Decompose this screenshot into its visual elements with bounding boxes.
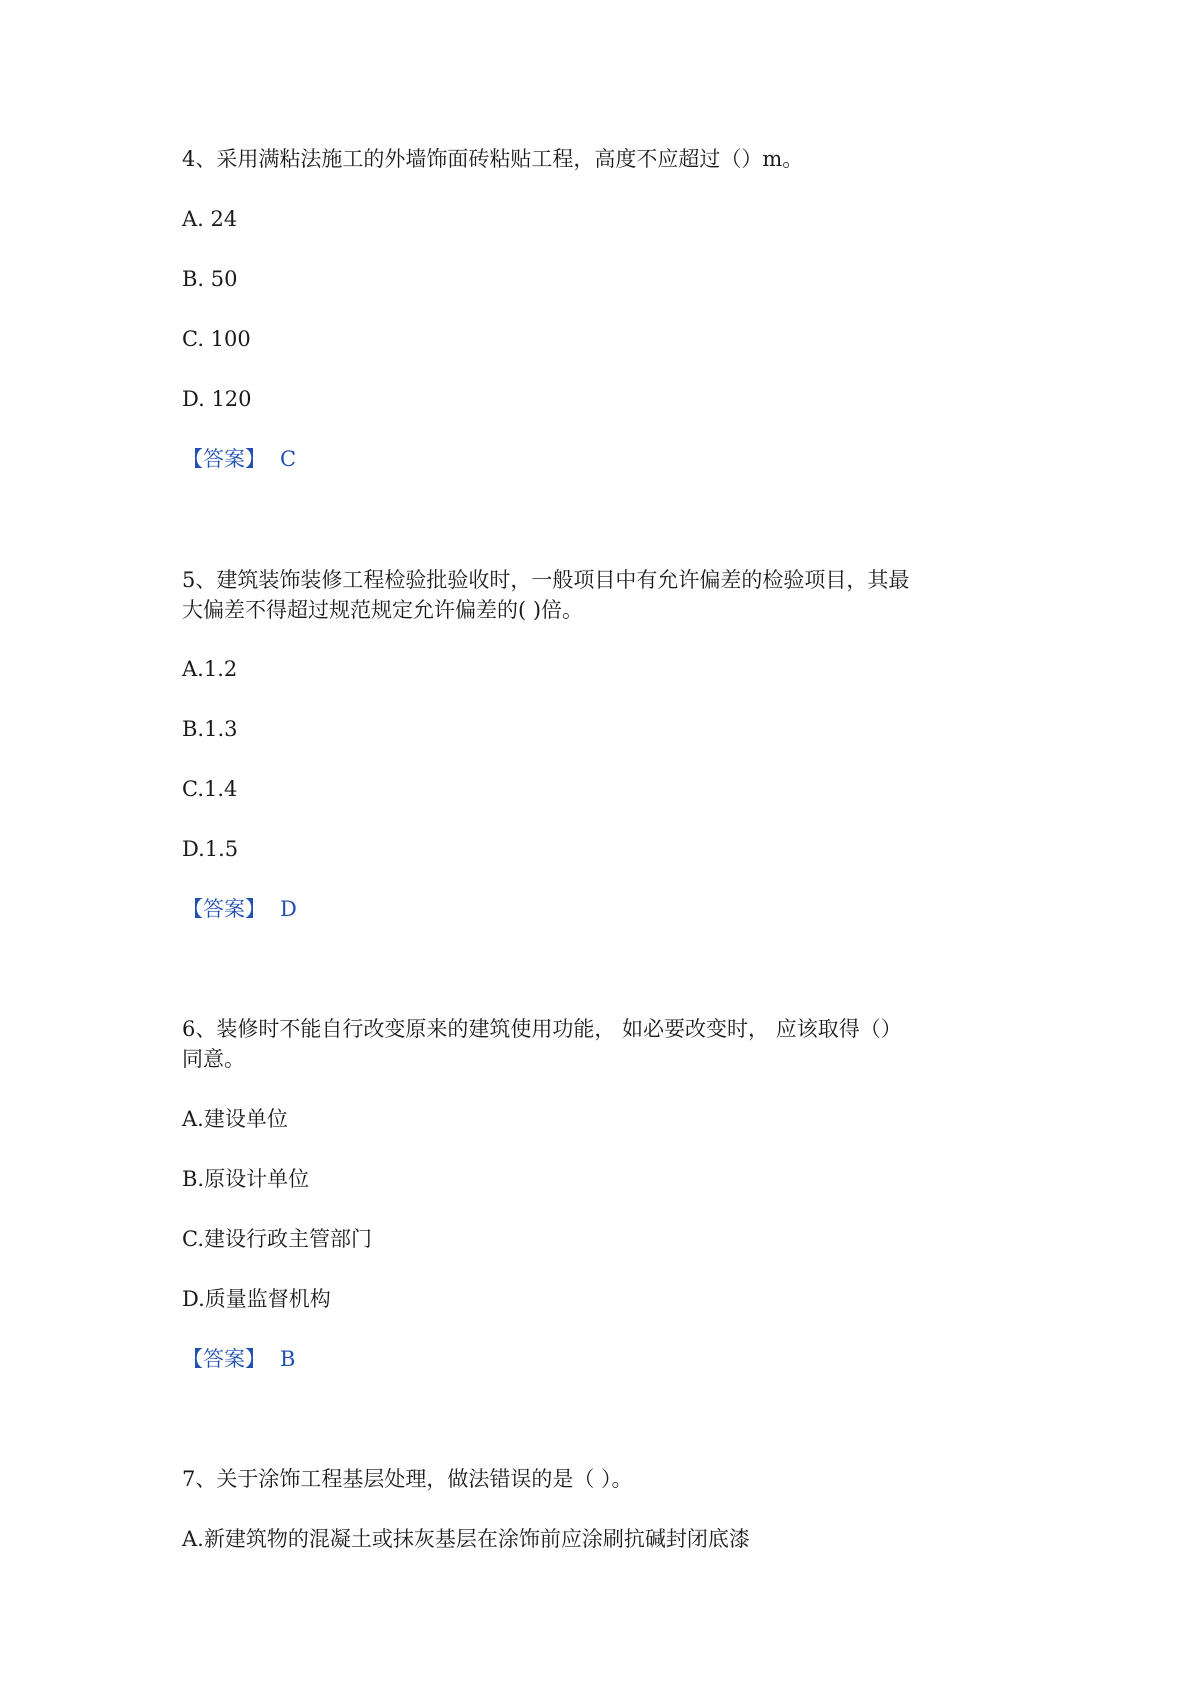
question-5-stem-line-1: 5、建筑装饰装修工程检验批验收时，一般项目中有允许偏差的检验项目，其最 — [182, 568, 910, 592]
question-6-answer — [182, 1344, 295, 1374]
question-6-option-a: A.建设单位 — [182, 1107, 288, 1131]
question-5-answer — [182, 894, 297, 924]
question-6-stem-line-2: 同意。 — [182, 1047, 245, 1071]
question-5-option-b: B.1.3 — [182, 717, 238, 741]
question-4-option-d: D. 120 — [182, 387, 252, 411]
question-6-option-d: D.质量监督机构 — [182, 1287, 331, 1311]
question-4-option-b: B. 50 — [182, 267, 238, 291]
question-5-option-c: C.1.4 — [182, 777, 238, 801]
question-4-answer — [182, 444, 296, 474]
answer-value: D — [280, 897, 297, 921]
question-6-option-c: C.建设行政主管部门 — [182, 1227, 372, 1251]
question-4-option-c: C. 100 — [182, 327, 251, 351]
answer-label: 【答案】 — [182, 1347, 266, 1371]
answer-value: B — [280, 1347, 296, 1371]
question-7-option-a: A.新建筑物的混凝土或抹灰基层在涂饰前应涂刷抗碱封闭底漆 — [182, 1527, 750, 1551]
answer-label: 【答案】 — [182, 897, 266, 921]
question-6-option-b: B.原设计单位 — [182, 1167, 310, 1191]
question-5-option-d: D.1.5 — [182, 837, 239, 861]
question-5-option-a: A.1.2 — [182, 657, 238, 681]
answer-value: C — [280, 447, 297, 471]
question-7-stem: 7、关于涂饰工程基层处理，做法错误的是（ ）。 — [182, 1467, 633, 1491]
question-6-stem-line-1: 6、装修时不能自行改变原来的建筑使用功能， 如必要改变时， 应该取得（） — [182, 1017, 902, 1041]
question-5-stem-line-2: 大偏差不得超过规范规定允许偏差的( )倍。 — [182, 598, 584, 622]
question-4-option-a: A. 24 — [182, 207, 238, 231]
answer-label: 【答案】 — [182, 447, 266, 471]
question-4-stem: 4、采用满粘法施工的外墙饰面砖粘贴工程，高度不应超过（）m。 — [182, 147, 804, 171]
